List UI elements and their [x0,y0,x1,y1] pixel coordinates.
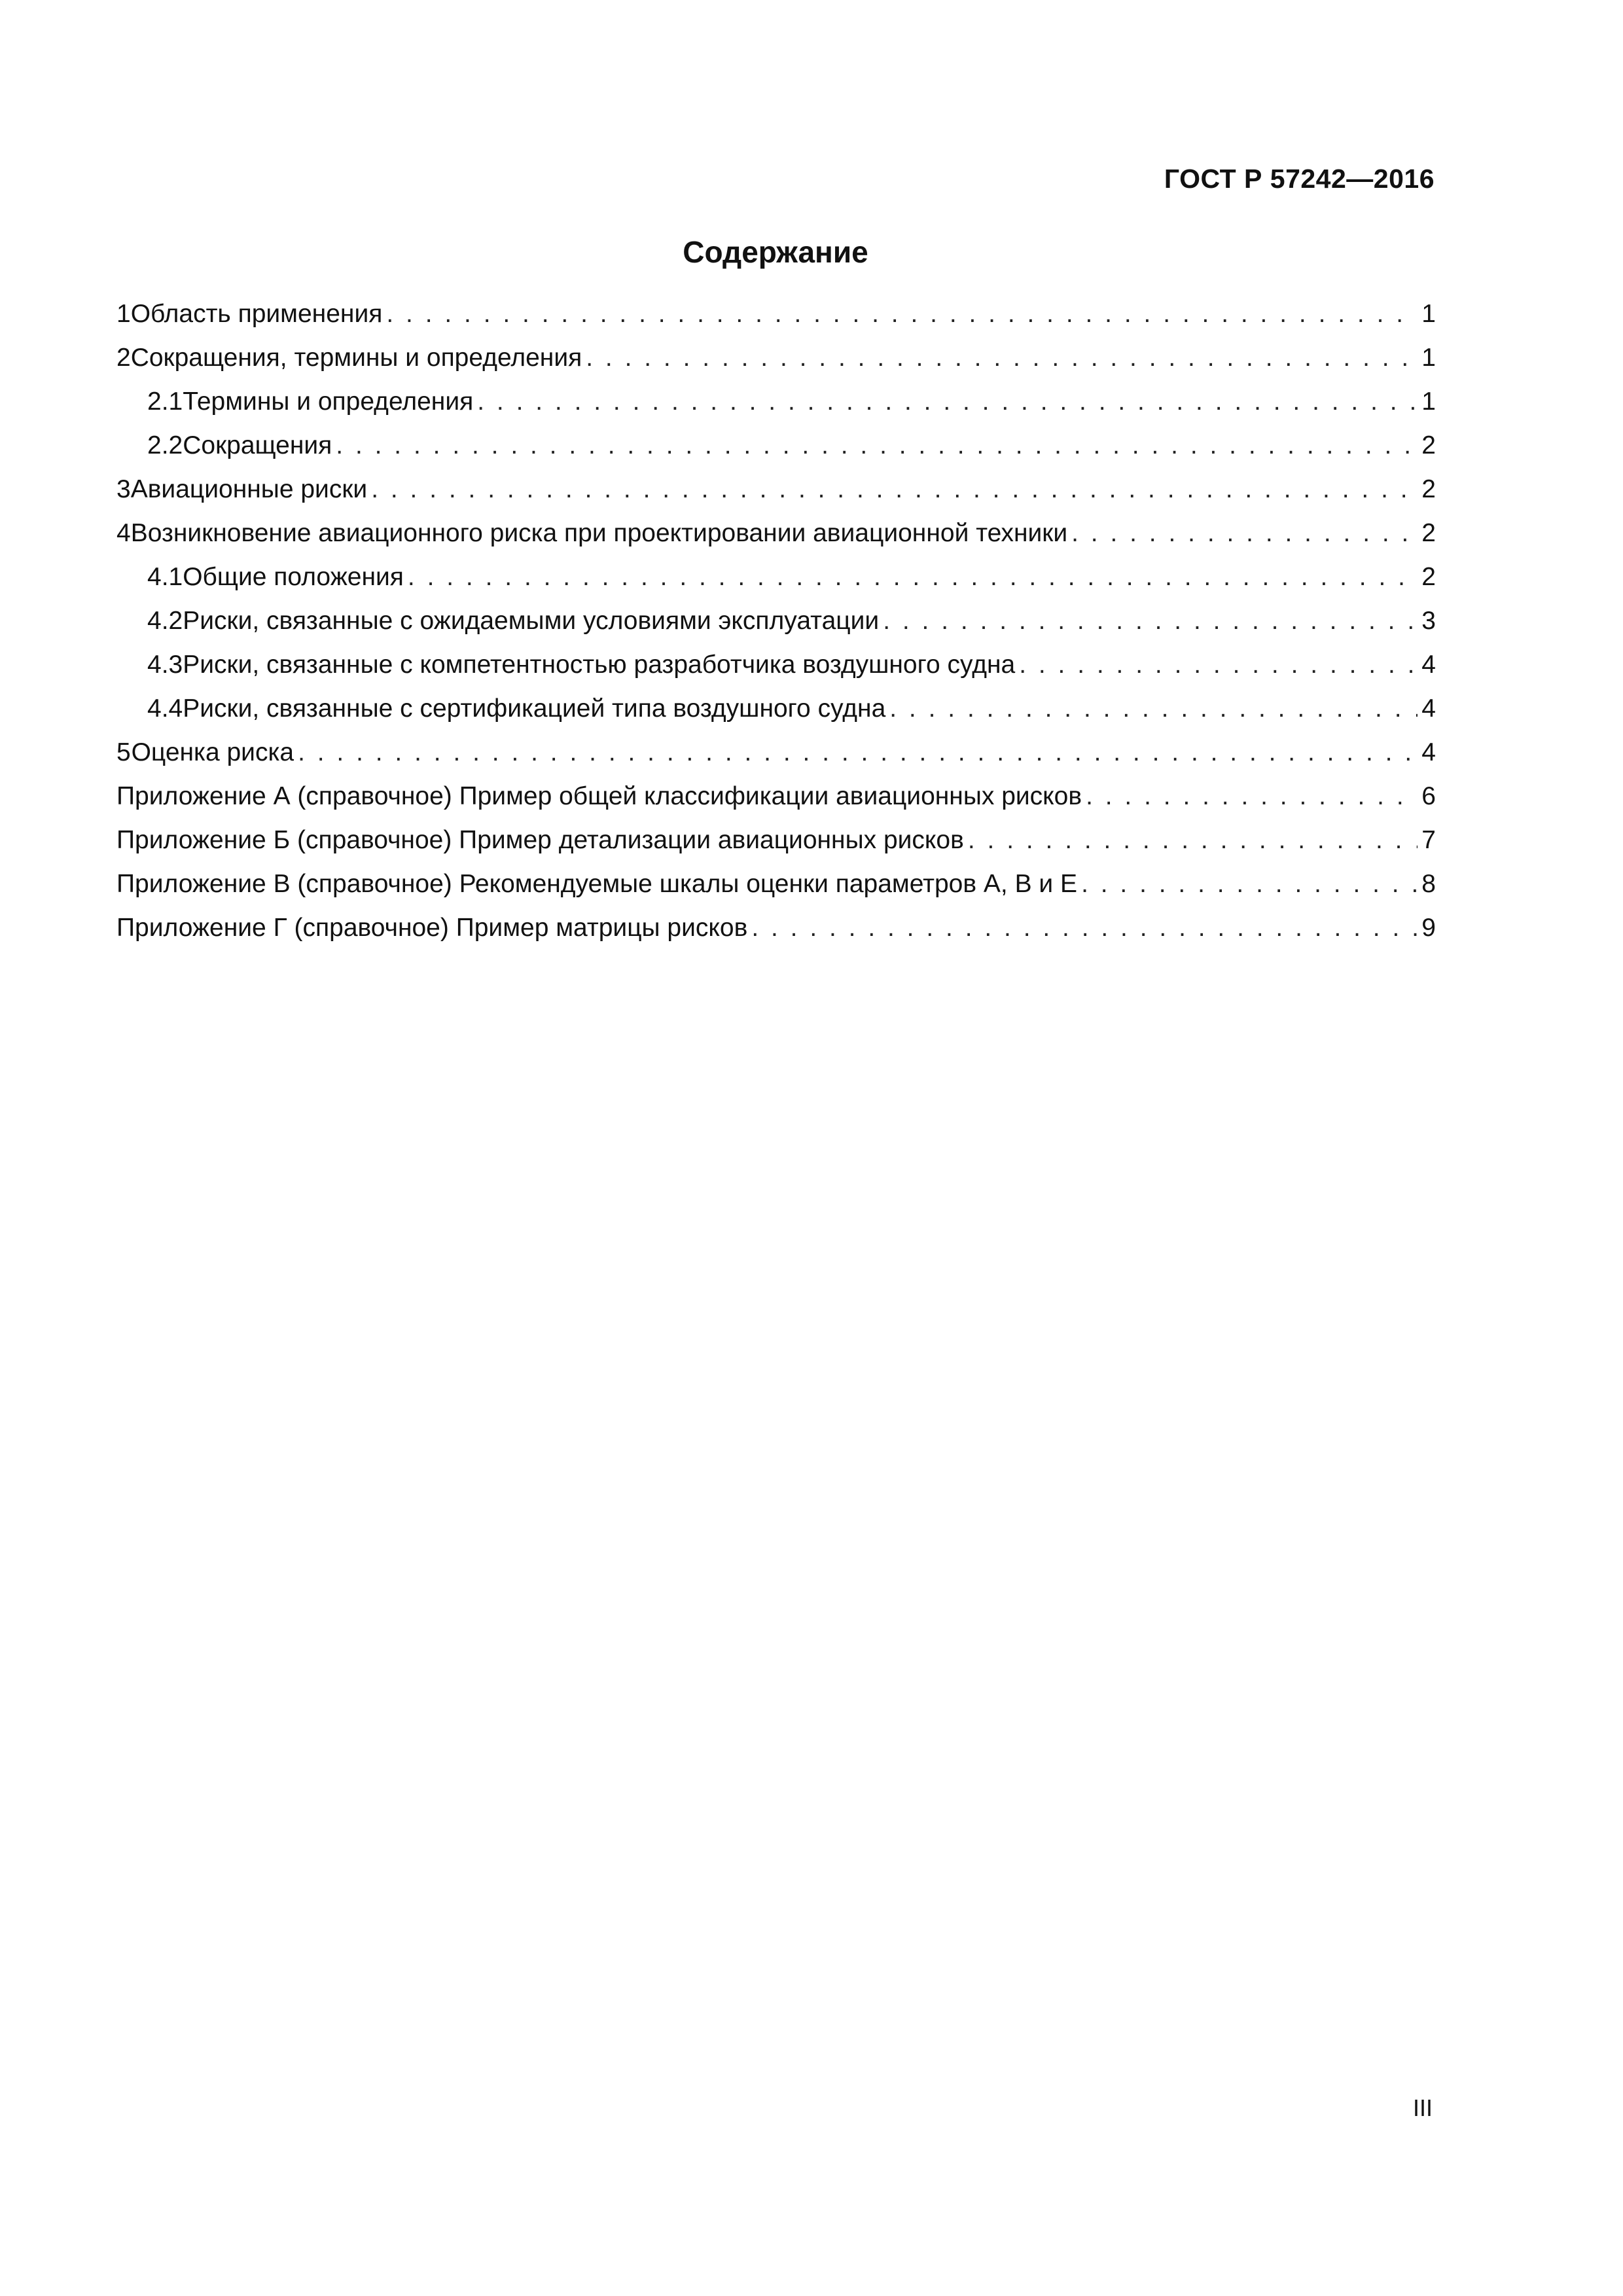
toc-leader-dots [1019,649,1418,681]
toc-entry-page: 4 [1421,694,1436,723]
toc-leader-dots [968,825,1418,856]
toc-entry[interactable] [116,737,1436,781]
toc-entry[interactable] [116,474,1436,518]
toc-entry-page: 3 [1421,607,1436,635]
toc-entry-label: Оценка риска [131,738,294,766]
toc-leader-dots [883,605,1418,637]
toc-entry-page: 2 [1421,431,1436,459]
toc-entry-label: Приложение В (справочное) Рекомендуемые шкалы оценки параметров А, В и Е [116,870,1078,898]
toc-entry-label: Риски, связанные с ожидаемыми условиями эксплуатации [183,607,880,635]
page-number: III [1412,2094,1433,2121]
toc-leader-dots [336,430,1418,461]
toc-leader-dots [408,562,1418,593]
toc-entry[interactable] [116,605,1436,649]
toc-entry-label: Сокращения, термины и определения [130,344,582,372]
toc-leader-dots [751,912,1418,944]
toc-entry-label: Термины и определения [183,387,474,416]
toc-entry[interactable] [116,386,1436,430]
toc-entry-page: 7 [1421,826,1436,854]
toc-entry-page: 2 [1421,475,1436,503]
toc-entry-number: 2.1 [147,387,183,416]
toc-leader-dots [371,474,1418,505]
toc-entry-number: 4.2 [147,607,183,635]
toc-entry-label: Приложение Б (справочное) Пример детализации авиационных рисков [116,826,964,854]
toc-entry-label: Сокращения [183,431,332,459]
toc-entry-page: 6 [1421,782,1436,810]
toc-entry-number: 3 [116,475,131,503]
toc-leader-dots [1081,869,1418,900]
toc-leader-dots [477,386,1418,418]
toc-entry-page: 4 [1421,738,1436,766]
toc-leader-dots [386,298,1418,330]
toc-leader-dots [1071,518,1418,549]
toc-entry-number: 4.4 [147,694,183,723]
toc-entry-label: Общие положения [183,563,404,591]
toc-entry-number: 2.2 [147,431,183,459]
toc-leader-dots [298,737,1418,768]
toc-entry[interactable] [116,562,1436,605]
toc-entry-label: Приложение А (справочное) Пример общей классификации авиационных рисков [116,782,1082,810]
toc-entry-number: 4.1 [147,563,183,591]
toc-entry[interactable] [116,869,1436,912]
toc-entry[interactable] [116,342,1436,386]
toc-entry-number: 4.3 [147,651,183,679]
toc-entry-label: Риски, связанные с компетентностью разработчика воздушного судна [183,651,1016,679]
toc-entry-number: 4 [116,519,131,547]
toc-entry-page: 2 [1421,563,1436,591]
toc-entry-label: Приложение Г (справочное) Пример матрицы рисков [116,914,748,942]
toc-entry[interactable] [116,649,1436,693]
toc-entry-page: 2 [1421,519,1436,547]
toc-leader-dots [889,693,1418,725]
toc-entry-label: Возникновение авиационного риска при проектировании авиационной техники [130,519,1068,547]
toc-entry-number: 2 [116,344,131,372]
toc-entry-page: 9 [1421,914,1436,942]
toc-entry[interactable] [116,825,1436,869]
toc-entry-label: Область применения [130,300,383,328]
toc-entry-number: 5 [116,738,131,766]
toc-leader-dots [586,342,1418,374]
toc-entry[interactable] [116,912,1436,956]
toc-entry[interactable] [116,518,1436,562]
toc-title: Содержание [683,235,868,269]
toc-entry[interactable] [116,781,1436,825]
toc-entry[interactable] [116,298,1436,342]
toc-entry-number: 1 [116,300,131,328]
toc-entry-label: Риски, связанные с сертификацией типа воздушного судна [183,694,886,723]
document-code: ГОСТ Р 57242—2016 [1164,164,1435,194]
toc-entry-page: 4 [1421,651,1436,679]
toc-leader-dots [1086,781,1418,812]
toc-entry[interactable] [116,430,1436,474]
table-of-contents [116,298,1436,956]
toc-entry-page: 8 [1421,870,1436,898]
toc-entry-label: Авиационные риски [130,475,368,503]
toc-entry-page: 1 [1421,300,1436,328]
toc-entry-page: 1 [1421,344,1436,372]
toc-entry[interactable] [116,693,1436,737]
toc-entry-page: 1 [1421,387,1436,416]
